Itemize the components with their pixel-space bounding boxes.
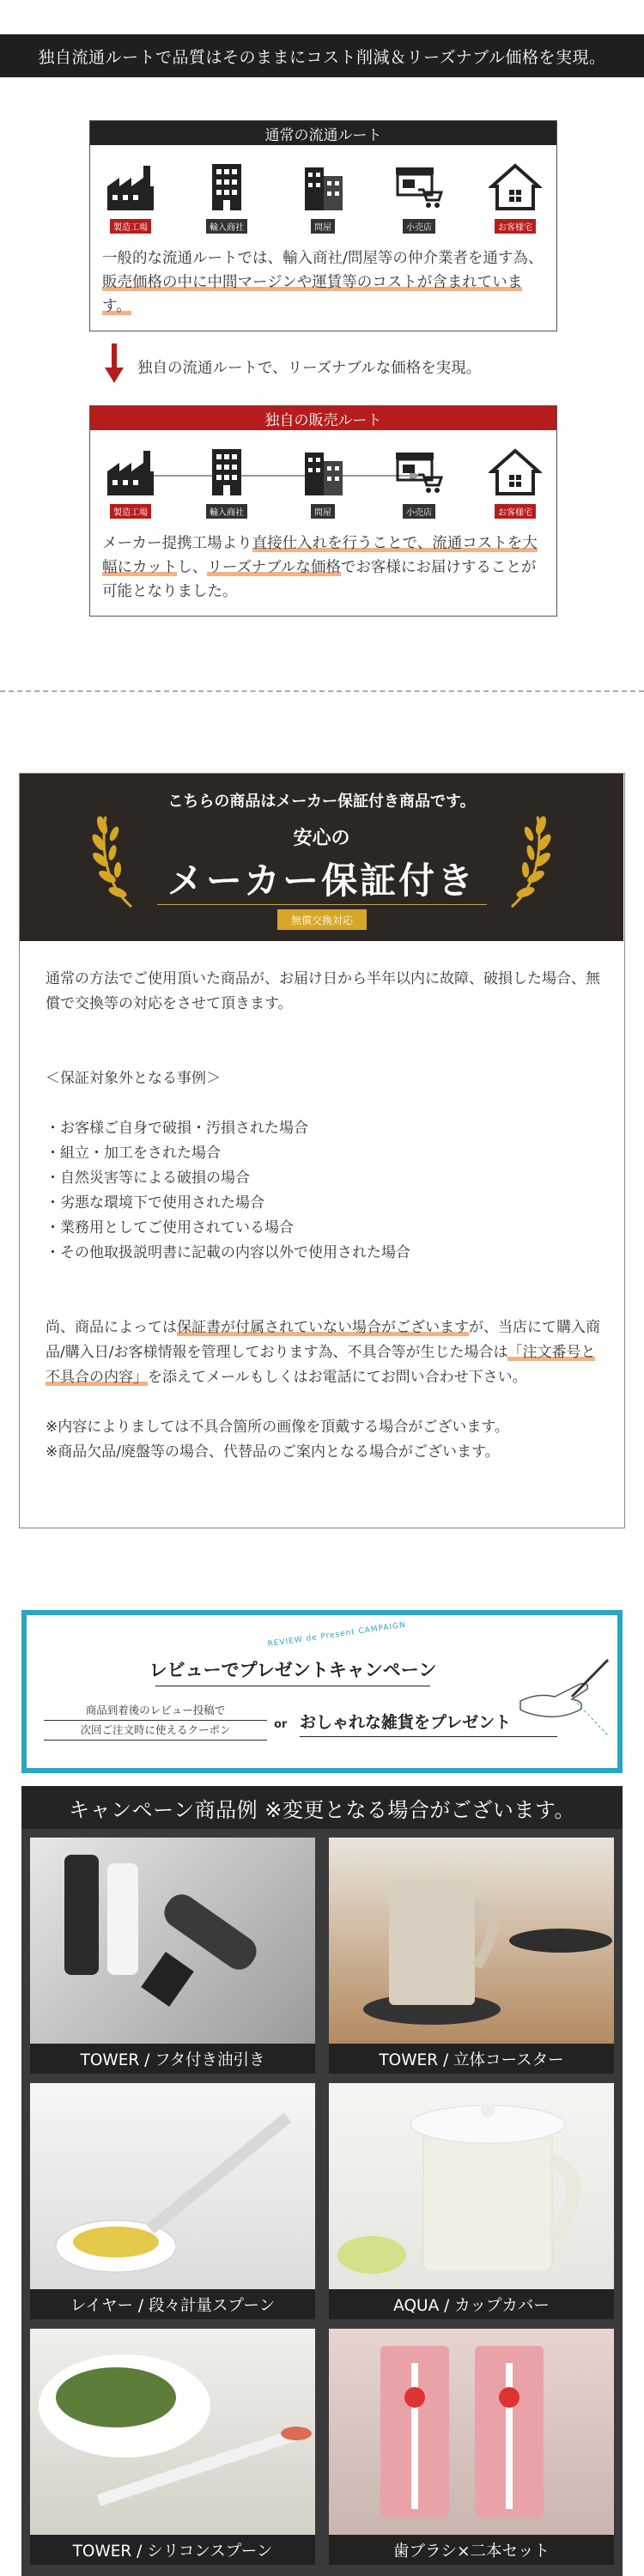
factory-icon	[104, 446, 157, 499]
review-arc-text: REVIEW de Present CAMPAIGN	[267, 1620, 407, 1649]
product-image-coaster	[329, 1838, 614, 2044]
importer-step	[197, 161, 257, 234]
review-or: or	[274, 1718, 288, 1731]
review-coupon-text	[44, 1701, 267, 1741]
product-image-oil-brush	[30, 1838, 315, 2044]
product-label: TOWER / シリコンスプーン	[30, 2535, 315, 2565]
normal-route-title: 通常の流通ルート	[90, 121, 556, 145]
exclusion-item: ・自然災害等による破損の場合	[46, 1170, 250, 1187]
warranty-title: メーカー保証付き	[167, 860, 477, 902]
house-icon	[489, 446, 542, 499]
product-card[interactable]	[30, 2083, 315, 2319]
note-text-1: 尚、商品によっては	[46, 1319, 177, 1336]
product-card[interactable]	[329, 2329, 614, 2565]
warranty-anshin: 安心の	[293, 828, 350, 849]
warranty-section	[19, 773, 625, 1528]
product-label: AQUA / カップカバー	[329, 2289, 614, 2319]
top-banner: 独自流通ルートで品質はそのままにコスト削減＆リーズナブル価格を実現。	[0, 34, 644, 77]
warehouse-icon	[296, 446, 349, 499]
step-label-factory: 製造工場	[110, 219, 151, 234]
retail-step	[389, 446, 449, 519]
product-label: TOWER / フタ付き油引き	[30, 2044, 315, 2074]
direct-route-arrow	[150, 475, 418, 477]
own-route-highlight-2: リーズナブルな価格	[207, 559, 341, 576]
warranty-rule	[157, 904, 487, 905]
warranty-badge: 無償交換対応	[277, 909, 367, 930]
product-label: レイヤー / 段々計量スプーン	[30, 2289, 315, 2319]
review-coupon-line-1: 商品到着後のレビュー投稿で	[44, 1701, 267, 1721]
footnote: ※商品欠品/廃盤等の場合、代替品のご案内となる場合がございます。	[46, 1443, 500, 1461]
importer-step	[197, 446, 257, 519]
product-card[interactable]	[30, 1838, 315, 2074]
product-image-spoon	[30, 2083, 315, 2289]
office-building-icon	[200, 161, 253, 214]
warranty-body	[46, 967, 604, 1465]
factory-icon	[104, 161, 157, 214]
product-card[interactable]	[30, 2329, 315, 2565]
warranty-header	[20, 774, 623, 941]
product-image-toothbrush	[329, 2329, 614, 2535]
own-route-title: 独自の販売ルート	[90, 406, 556, 430]
wholesaler-step	[293, 161, 353, 234]
exclusion-item: ・その他取扱説明書に記載の内容以外で使用された場合	[46, 1244, 410, 1261]
factory-step	[100, 446, 161, 519]
campaign-banner: キャンペーン商品例 ※変更となる場合がございます。	[21, 1786, 623, 1829]
home-step	[485, 446, 545, 519]
normal-route-text: 一般的な流通ルートでは、輸入商社/問屋等の仲介業者を通す為、	[102, 250, 544, 267]
office-building-icon	[200, 446, 253, 499]
shop-cart-icon	[392, 161, 446, 214]
step-label-retail: 小売店	[403, 504, 435, 519]
step-label-wholesaler: 問屋	[311, 219, 335, 234]
normal-route-description	[90, 246, 556, 331]
dashed-divider	[0, 690, 644, 692]
home-step	[485, 161, 545, 234]
hand-pen-icon	[512, 1649, 615, 1753]
product-label: 歯ブラシ×二本セット	[329, 2535, 614, 2565]
middle-caption: 独自の流通ルートで、リーズナブルな価格を実現。	[137, 360, 482, 377]
factory-step	[100, 161, 161, 234]
retail-step	[389, 161, 449, 234]
review-gift-text: おしゃれな雑貨をプレゼント	[300, 1710, 557, 1737]
own-route-text-2: し、	[177, 559, 208, 576]
silicone-spoon-icon	[30, 2329, 315, 2535]
warranty-subtitle: こちらの商品はメーカー保証付き商品です。	[167, 793, 476, 811]
product-image-cup-cover	[329, 2083, 614, 2289]
house-icon	[489, 161, 542, 214]
own-route-text-1: メーカー提携工場より	[102, 535, 252, 552]
step-label-home: お客様宅	[495, 504, 536, 519]
footnote: ※内容によりましては不具合箇所の画像を頂戴する場合がございます。	[46, 1419, 509, 1436]
step-label-retail: 小売店	[403, 219, 435, 234]
exclusion-item: ・劣悪な環境下で使用された場合	[46, 1194, 264, 1212]
own-route-description	[90, 532, 556, 616]
note-text-2: が、当店にて購入商品/購入日/お客様情報を管理しております為、不具合等が生じた場合は	[46, 1319, 600, 1361]
step-label-home: お客様宅	[495, 219, 536, 234]
own-route-icons	[90, 430, 556, 532]
step-label-factory: 製造工場	[110, 504, 151, 519]
review-coupon-line-2: 次回ご注文時に使えるクーポン	[44, 1721, 267, 1741]
own-route-highlight-1: 直接仕入れを行うことで、流通コストを大幅にカット	[102, 535, 538, 576]
toothbrush-icon	[329, 2329, 614, 2535]
own-route-box	[89, 405, 557, 617]
warranty-note	[46, 1315, 604, 1390]
exclusion-item: ・お客様ご自身で破損・汚損された場合	[46, 1120, 308, 1137]
note-highlight-1: 保証書が付属されていない場合がございます	[177, 1319, 469, 1336]
note-text-3: を添えてメールもしくはお電話にてお問い合わせ下さい。	[148, 1369, 527, 1386]
product-label: TOWER / 立体コースター	[329, 2044, 614, 2074]
normal-route-box	[89, 120, 557, 331]
step-label-wholesaler: 問屋	[311, 504, 335, 519]
own-route-text-3: でお客様にお届けすることが可能となりました。	[102, 559, 537, 600]
normal-route-icons	[90, 145, 556, 246]
measuring-spoon-icon	[30, 2083, 315, 2289]
product-grid	[21, 1829, 623, 2576]
exclusion-item: ・業務用としてご使用されている場合	[46, 1219, 294, 1236]
down-arrow-icon	[105, 343, 124, 385]
review-campaign-box	[21, 1610, 623, 1773]
exclusion-item: ・組立・加工をされた場合	[46, 1145, 221, 1162]
warehouse-icon	[296, 161, 349, 214]
product-image-silicone-spoon	[30, 2329, 315, 2535]
step-label-importer: 輸入商社	[206, 219, 247, 234]
product-card[interactable]	[329, 1838, 614, 2074]
normal-route-highlight: 販売価格の中に中間マージンや運賃等のコストが含まれています。	[102, 274, 523, 315]
step-label-importer: 輸入商社	[206, 504, 247, 519]
product-card[interactable]	[329, 2083, 614, 2319]
wholesaler-step	[293, 446, 353, 519]
oil-brush-icon	[30, 1838, 315, 2044]
warranty-intro: 通常の方法でご使用頂いた商品が、お届け日から半年以内に故障、破損した場合、無償で交換等の対応をさせて頂きます。	[46, 970, 600, 1012]
review-title: レビューでプレゼントキャンペーン	[149, 1660, 437, 1680]
exclusions-heading: ＜保証対象外となる事例＞	[46, 1070, 221, 1087]
coaster-mug-icon	[329, 1838, 614, 2044]
note-highlight-2: 「注文番号と不具合の内容」	[46, 1344, 596, 1386]
shop-cart-icon	[392, 446, 446, 499]
cup-cover-icon	[329, 2083, 614, 2289]
